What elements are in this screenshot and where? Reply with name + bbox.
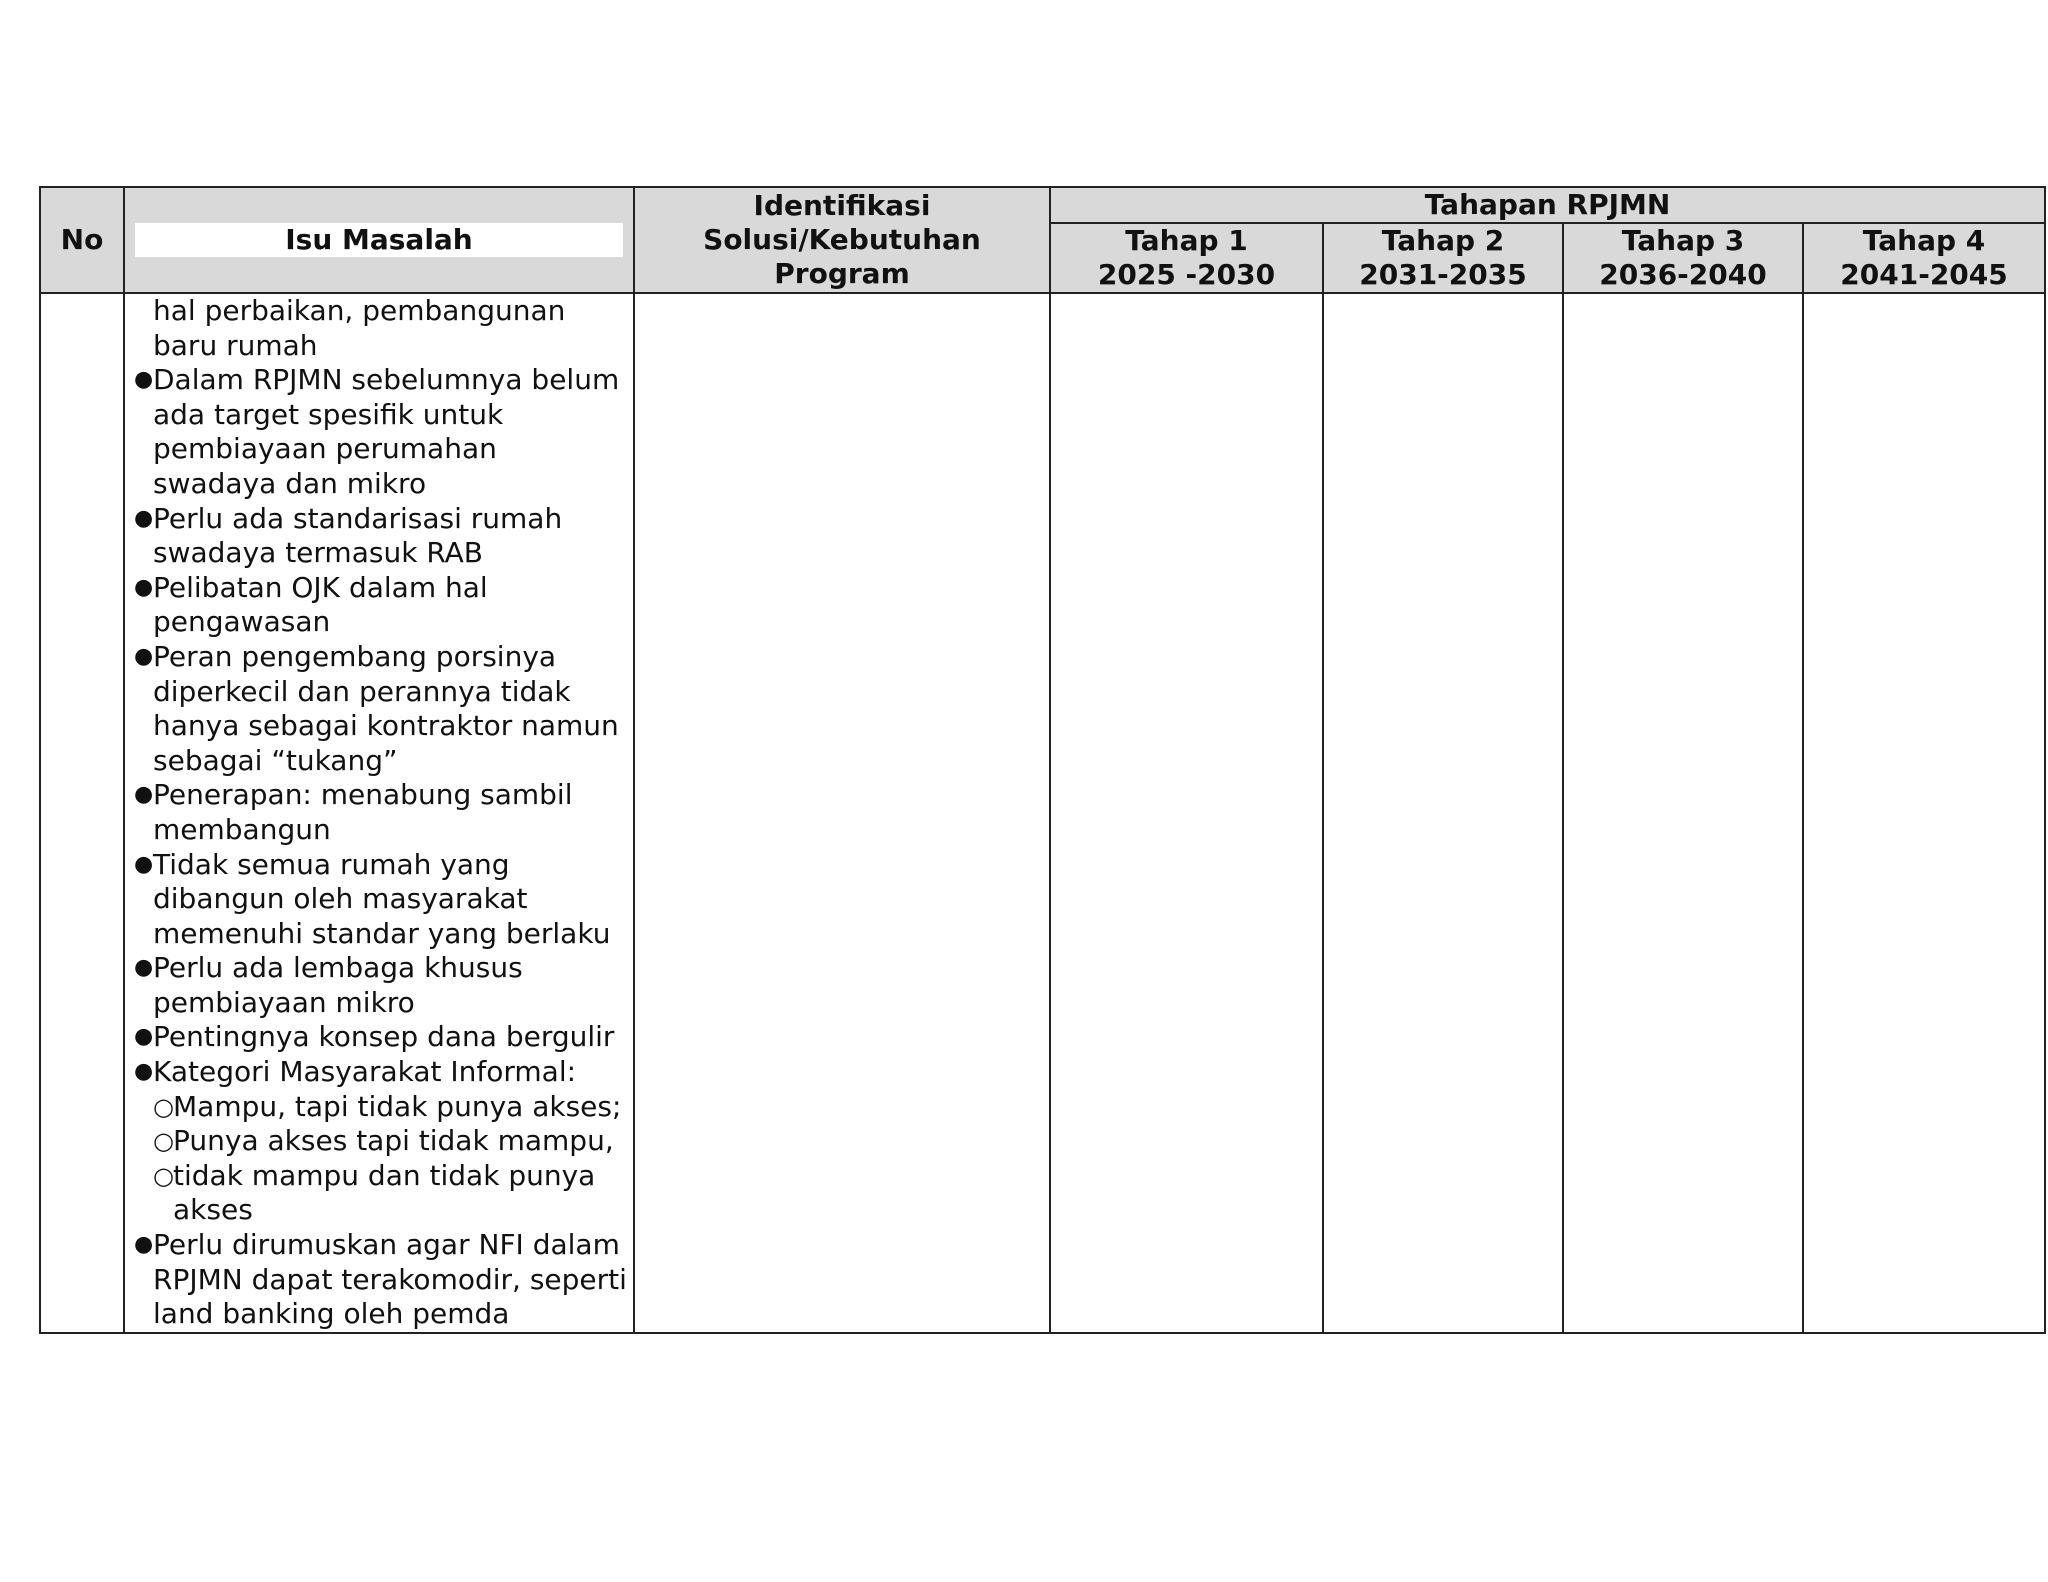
list-item-continuation: hal perbaikan, pembangunan baru rumah [153,294,566,362]
list-item [133,502,629,571]
header-tahap-2 [1323,223,1563,293]
identifikasi-line-2: Solusi/Kebutuhan [703,223,981,256]
hollow-circle-icon: ○ [153,1092,174,1121]
bullet-icon: ● [134,1024,154,1050]
header-identifikasi [634,187,1050,293]
sub-list-item [153,1159,629,1228]
bullet-icon: ● [134,1232,154,1258]
list-item [133,778,629,847]
item-text: Pentingnya konsep dana bergulir [153,1020,615,1054]
item-text: Perlu ada lembaga khusus pembiayaan mikro [153,951,523,1019]
hollow-circle-icon: ○ [153,1161,174,1190]
sub-list-item [153,1090,629,1125]
header-tahap-3 [1563,223,1803,293]
item-text: Tidak semua rumah yang dibangun oleh masyarakat memenuhi standar yang berlaku [153,847,611,950]
bullet-icon: ● [134,505,154,531]
item-text: Peran pengembang porsinya diperkecil dan perannya tidak hanya sebagai kontraktor namun sebagai “tukang” [153,639,619,777]
list-item [133,1228,629,1332]
isu-masalah-label: Isu Masalah [135,223,623,257]
tahap-1-years: 2025 -2030 [1097,258,1276,291]
item-text: Perlu ada standarisasi rumah swadaya termasuk RAB [153,501,563,570]
tahap-4-label: Tahap 4 [1862,224,1986,257]
sub-item-text: tidak mampu dan tidak punya akses [173,1158,596,1227]
rpjmn-table [39,186,2046,1334]
list-item [133,951,629,1020]
list-item [133,848,629,952]
bullet-icon: ● [134,851,154,877]
bullet-icon: ● [134,574,154,600]
sub-list [153,1090,629,1228]
bullet-icon: ● [134,643,154,669]
bullet-icon: ● [134,1059,154,1085]
identifikasi-line-3: Program [774,257,910,290]
header-tahap-4 [1803,223,2045,293]
list-item [133,640,629,778]
tahap-3-years: 2036-2040 [1599,258,1767,291]
header-isu-masalah [124,187,634,293]
cell-tahap-4 [1803,293,2045,1333]
item-text: Pelibatan OJK dalam hal pengawasan [153,570,488,639]
header-row-1 [40,187,2045,223]
rpjmn-table-page [39,186,2044,1330]
sub-item-text: Mampu, tapi tidak punya akses; [173,1089,622,1123]
bullet-icon: ● [134,955,154,981]
list-item [133,363,629,501]
header-no: No [40,187,124,293]
list-item [133,571,629,640]
item-text: Penerapan: menabung sambil membangun [153,778,573,846]
cell-no [40,293,124,1333]
tahap-2-label: Tahap 2 [1381,224,1505,257]
identifikasi-line-1: Identifikasi [753,189,931,222]
table-row [40,293,2045,1333]
header-tahapan: Tahapan RPJMN [1050,187,2045,223]
sub-item-text: Punya akses tapi tidak mampu, [173,1124,614,1158]
cell-tahap-2 [1323,293,1563,1333]
hollow-circle-icon: ○ [153,1127,174,1156]
cell-isu-masalah [124,293,634,1333]
tahap-1-label: Tahap 1 [1125,224,1248,257]
sub-list-item [153,1124,629,1159]
bullet-icon: ● [134,367,154,393]
item-text: Dalam RPJMN sebelumnya belum ada target spesifik untuk pembiayaan perumahan swadaya dan mikro [153,363,620,500]
cell-identifikasi [634,293,1050,1333]
tahap-3-label: Tahap 3 [1621,224,1745,257]
tahap-2-years: 2031-2035 [1359,258,1527,291]
item-text: Kategori Masyarakat Informal: [153,1055,577,1089]
list-item [133,1020,629,1055]
cell-tahap-3 [1563,293,1803,1333]
list-item [133,1055,629,1228]
item-text: Perlu dirumuskan agar NFI dalam RPJMN dapat terakomodir, seperti land banking oleh pemda [153,1228,627,1331]
isu-list [133,294,629,1332]
header-tahap-1 [1050,223,1323,293]
cell-tahap-1 [1050,293,1323,1333]
tahap-4-years: 2041-2045 [1840,258,2008,291]
bullet-icon: ● [134,782,154,808]
